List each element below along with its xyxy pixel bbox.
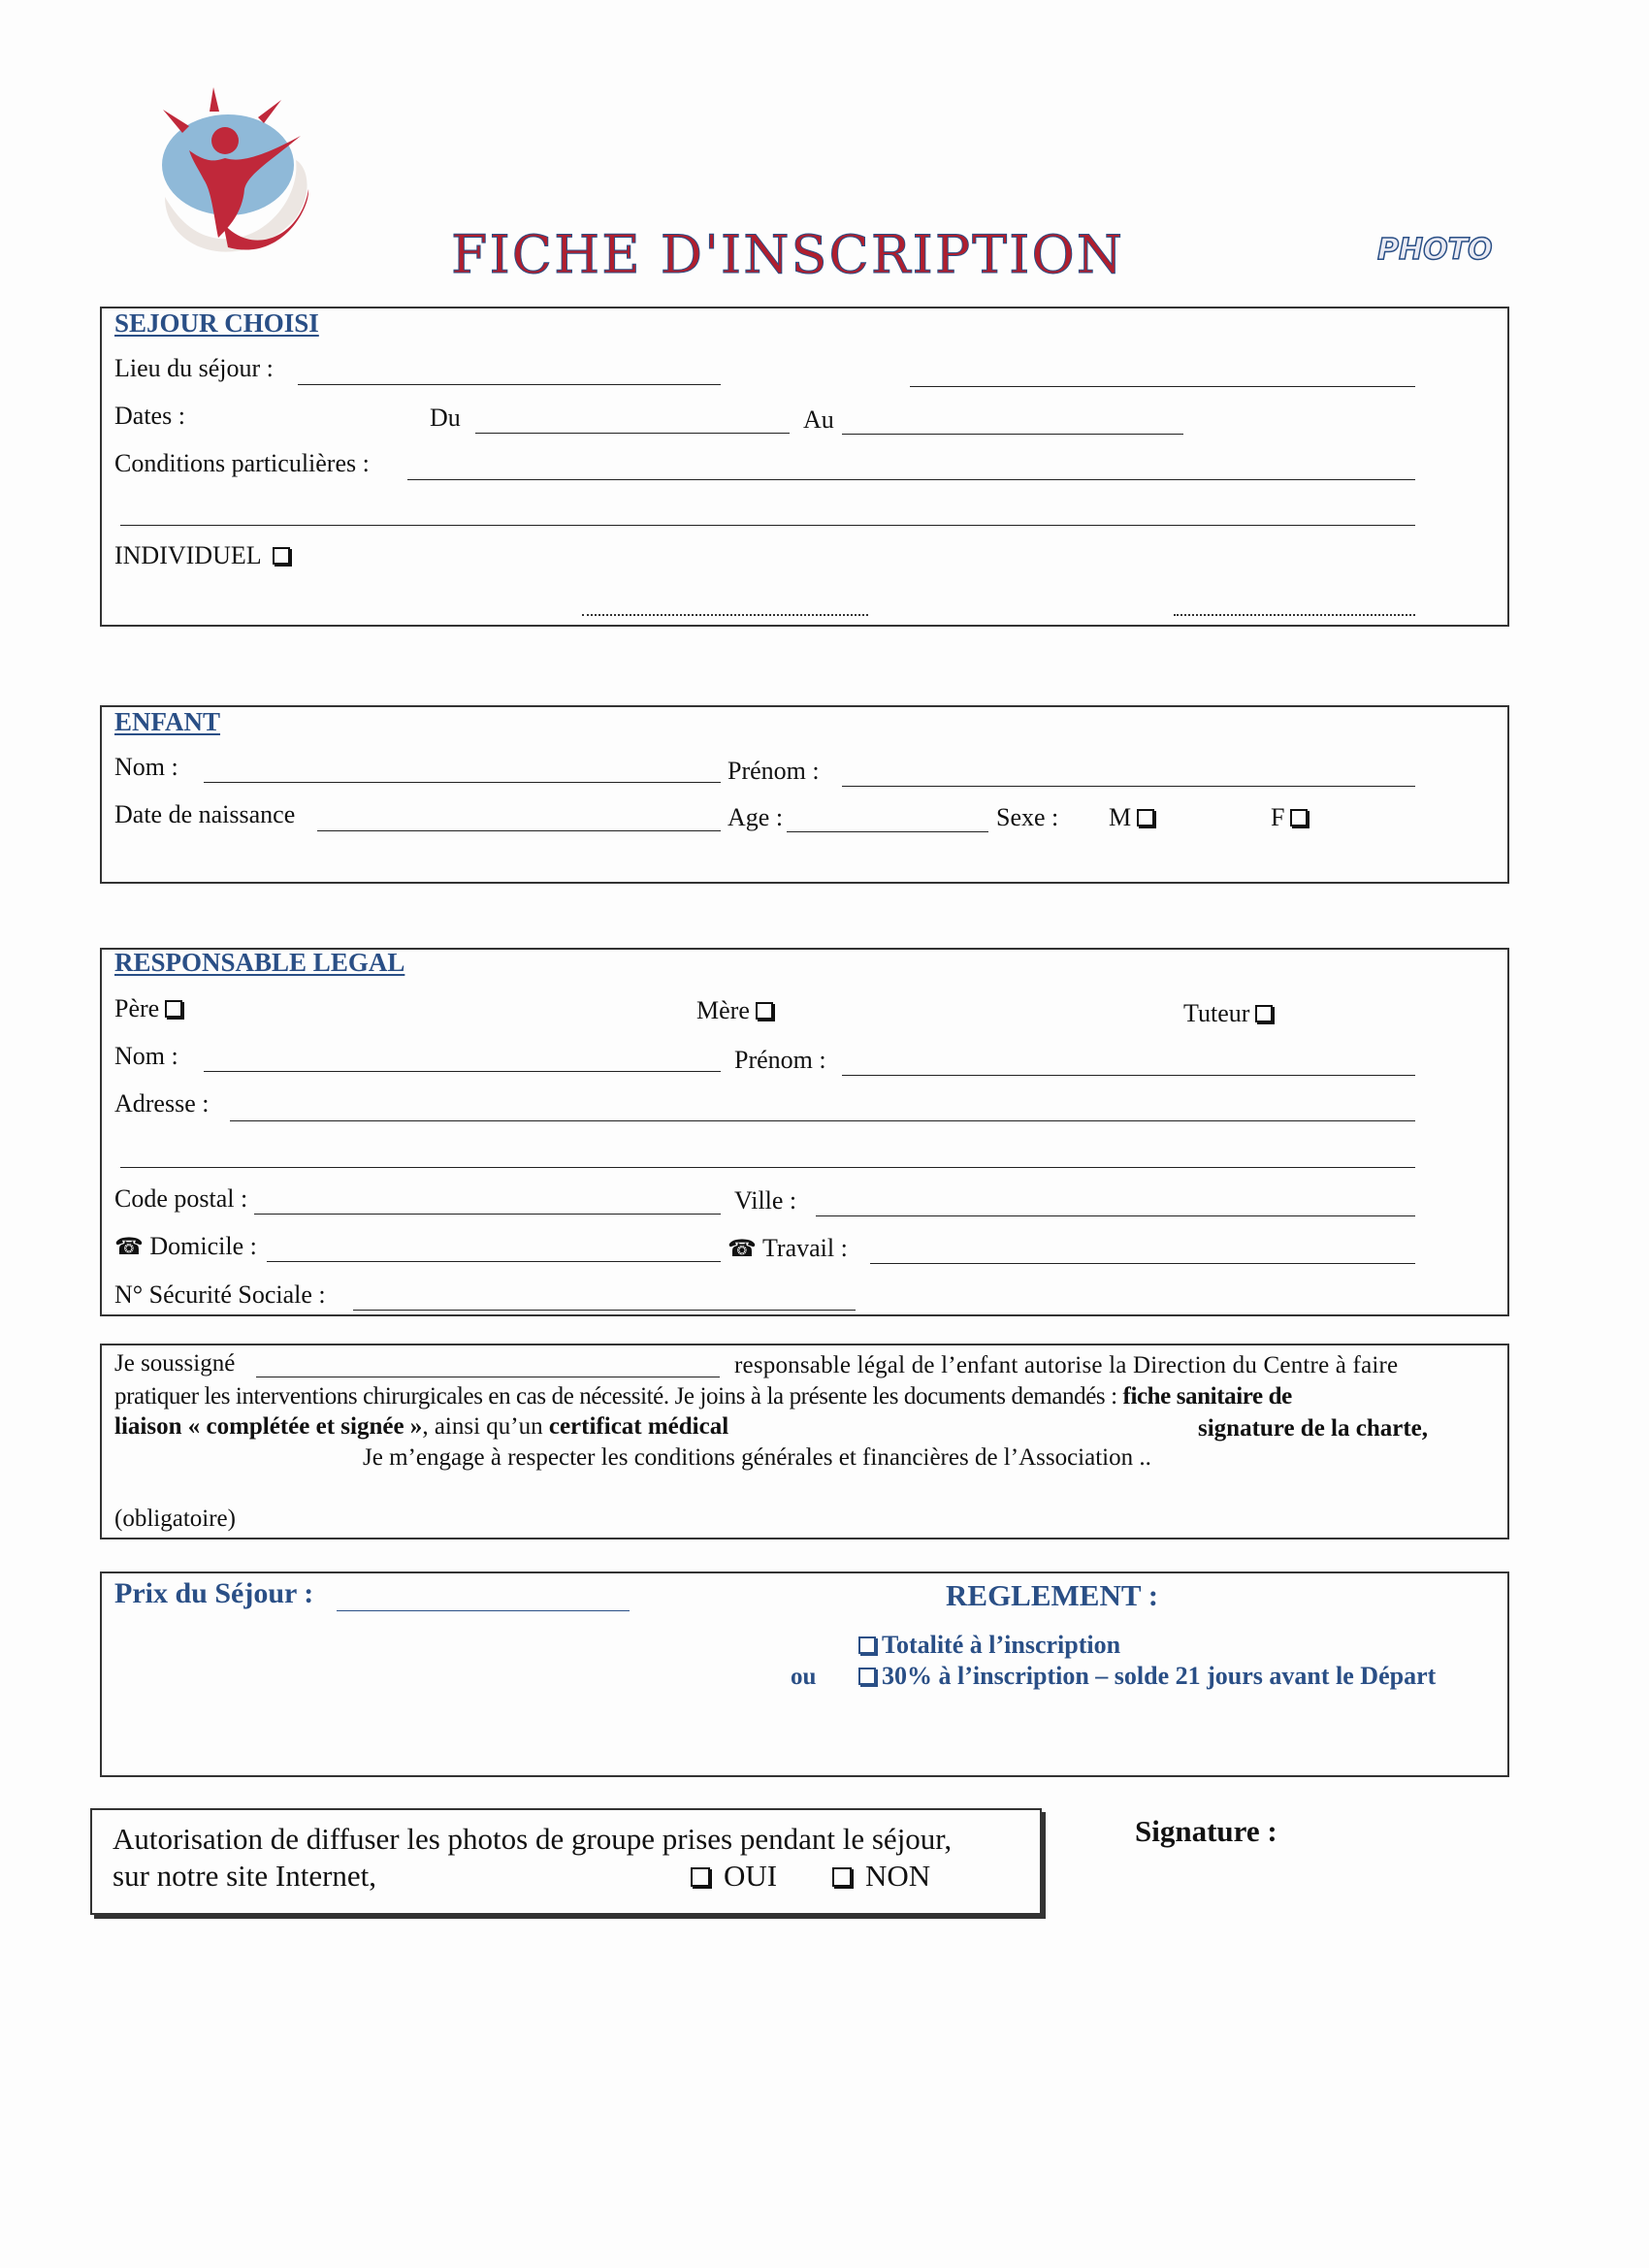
sexe-m-checkbox[interactable] [1137,809,1154,826]
oui-label: OUI [724,1859,778,1893]
sexe-f-checkbox[interactable] [1290,809,1308,826]
totalite-checkbox[interactable] [858,1636,876,1654]
pere-option [114,996,182,1021]
resp-prenom-field[interactable] [842,1075,1415,1076]
ainsi-text: , ainsi qu’un [422,1413,543,1440]
oui-option [691,1861,777,1891]
lieu-label: Lieu du séjour : [114,354,274,382]
conditions-field-2[interactable] [120,525,1415,526]
reglement-heading: REGLEMENT : [946,1578,1159,1612]
phone-icon: ☎ [114,1233,144,1260]
enfant-heading: ENFANT [114,707,221,736]
photo-label: PHOTO [1377,233,1493,267]
lieu-field-extra[interactable] [910,386,1415,387]
age-field[interactable] [787,831,988,832]
reglement-option-30 [858,1664,1436,1689]
sexe-m-option [1109,805,1154,830]
individuel-option [114,543,290,568]
totalite-label: Totalité à l’inscription [882,1631,1121,1659]
responsable-heading: RESPONSABLE LEGAL [114,948,405,977]
sejour-dotted-field-2[interactable] [1174,614,1415,616]
mere-checkbox[interactable] [756,1002,773,1020]
enfant-prenom-field[interactable] [842,786,1415,787]
phone-icon-work: ☎ [728,1235,757,1262]
enfant-section [100,705,1509,884]
tuteur-label: Tuteur [1183,999,1250,1027]
non-option [832,1861,930,1891]
conditions-field[interactable] [407,479,1415,480]
sexe-m-label: M [1109,803,1132,831]
travail-label: Travail : [761,1234,848,1262]
domicile-field[interactable] [267,1261,721,1262]
autorisation-line2 [114,1384,1292,1409]
certificat-text: certificat médical [548,1413,729,1440]
mere-label: Mère [696,996,750,1024]
autorisation-line1: responsable légal de l’enfant autorise la Direction du Centre à faire [734,1352,1399,1378]
sejour-heading: SEJOUR CHOISI [114,308,319,338]
date-du-field[interactable] [475,433,790,434]
lieu-field[interactable] [298,384,721,385]
pere-checkbox[interactable] [165,1000,182,1018]
ou-label: ou [791,1664,817,1690]
adresse-field[interactable] [230,1120,1415,1121]
autorisation-line2-text: pratiquer les interventions chirurgicales en cas de nécessité. Je joins à la présente les documents demandés : [114,1383,1117,1409]
non-checkbox[interactable] [832,1867,852,1887]
sexe-label: Sexe : [996,803,1059,831]
code-postal-field[interactable] [254,1214,721,1215]
naissance-label: Date de naissance [114,800,296,828]
secu-label: N° Sécurité Sociale : [114,1280,326,1309]
sejour-dotted-field-1[interactable] [582,614,868,616]
travail-field[interactable] [870,1263,1415,1264]
date-au-field[interactable] [842,434,1183,435]
fiche-sanitaire-text: fiche sanitaire de [1122,1383,1292,1409]
association-logo [136,82,320,276]
liaison-text: liaison « complétée et signée » [114,1413,423,1440]
travail-row [728,1236,848,1261]
non-label: NON [865,1859,931,1893]
oui-checkbox[interactable] [691,1867,710,1887]
mere-option [696,998,773,1023]
enfant-nom-label: Nom : [114,753,178,781]
resp-prenom-label: Prénom : [734,1046,826,1074]
adresse-field-2[interactable] [120,1167,1415,1168]
sexe-f-option [1271,805,1308,830]
charte-text: signature de la charte, [1198,1415,1429,1442]
page-title: FICHE D'INSCRIPTION [451,224,1125,285]
domicile-label: Domicile : [149,1232,257,1260]
photos-line1: Autorisation de diffuser les photos de groupe prises pendant le séjour, [113,1822,953,1856]
ville-label: Ville : [734,1186,797,1215]
adresse-label: Adresse : [114,1089,210,1118]
sexe-f-label: F [1271,803,1285,831]
domicile-row [114,1234,257,1259]
tuteur-option [1183,1001,1273,1026]
autorisation-line3 [114,1414,728,1439]
secu-field[interactable] [353,1310,856,1311]
age-label: Age : [728,803,784,831]
engagement-text: Je m’engage à respecter les conditions générales et financières de l’Association .. [363,1444,1151,1471]
pere-label: Père [114,994,160,1022]
acompte-label: 30% à l’inscription – solde 21 jours avant le Départ [882,1662,1437,1690]
enfant-nom-field[interactable] [204,782,721,783]
conditions-label: Conditions particulières : [114,449,370,477]
reglement-option-totalite [858,1633,1120,1658]
signature-label: Signature : [1135,1814,1277,1848]
dates-label: Dates : [114,402,185,430]
du-label: Du [430,404,461,432]
je-soussigne-label: Je soussigné [114,1350,236,1377]
resp-nom-label: Nom : [114,1042,178,1070]
naissance-field[interactable] [317,830,721,831]
individuel-checkbox[interactable] [273,547,290,565]
au-label: Au [803,405,834,434]
tuteur-checkbox[interactable] [1255,1005,1273,1022]
resp-nom-field[interactable] [204,1071,721,1072]
individuel-label: INDIVIDUEL [114,541,261,569]
prix-field[interactable] [337,1610,630,1611]
code-postal-label: Code postal : [114,1184,248,1213]
photos-line2: sur notre site Internet, [113,1859,377,1893]
signature-area[interactable] [1135,1858,1504,1974]
ville-field[interactable] [816,1215,1415,1216]
obligatoire-label: (obligatoire) [114,1506,236,1532]
enfant-prenom-label: Prénom : [728,757,820,785]
prix-label: Prix du Séjour : [114,1577,314,1609]
acompte-checkbox[interactable] [858,1668,876,1685]
